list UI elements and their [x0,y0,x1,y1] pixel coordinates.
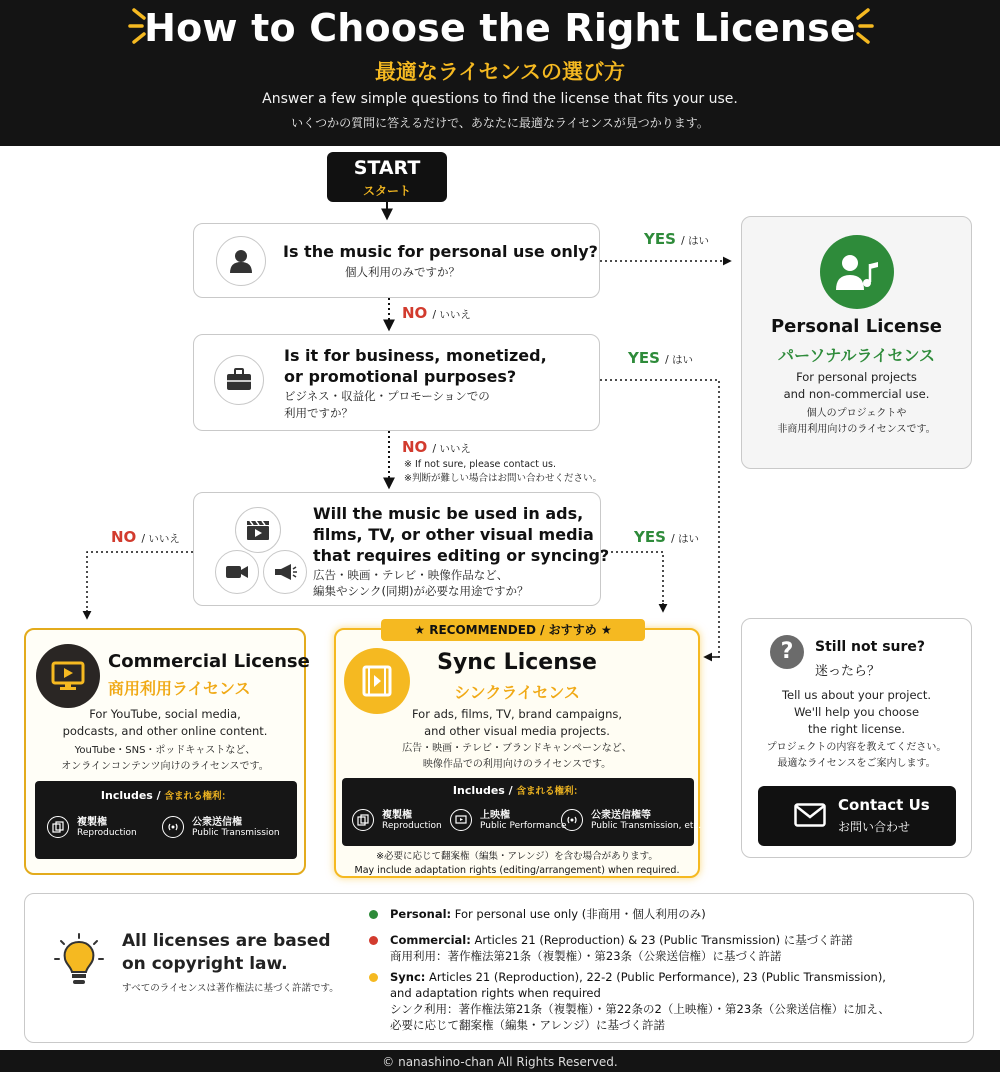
start-node [327,152,447,202]
q3-yes-label: YES / はい [634,528,700,546]
reproduction-icon [47,816,69,838]
basis-sync: Sync: Articles 21 (Reproduction), 22-2 (Public Performance), 23 (Public Transmission), [390,970,886,984]
basis-sync-line2: and adaptation rights when required [390,986,601,1000]
commercial-license-title-jp: 商用利用ライセンス [108,679,251,698]
q2-no-label: NO / いいえ [402,438,471,456]
question-1-text: Is the music for personal use only? [283,242,598,261]
user-icon [216,236,266,286]
question-2-text-line1: Is it for business, monetized, [284,346,547,365]
question-2-text-jp-line1: ビジネス・収益化・プロモーションでの [284,389,490,403]
question-visual-media [193,492,610,606]
copyright-basis-sub: すべてのライセンスは著作権法に基づく許諾です。 [122,983,339,994]
personal-license-title: Personal License [770,316,942,337]
question-personal-use [193,223,600,298]
commercial-license-desc-jp: YouTube・SNS・ポッドキャストなど、 オンラインコンテンツ向けのライセンスです。 [61,745,269,772]
q1-no-label: NO / いいえ [402,304,471,322]
sync-license-title-jp: シンクライセンス [454,683,580,702]
arrow-q3-yes [601,552,663,606]
q3-no-label: NO / いいえ [111,528,180,546]
arrow-q3-no [87,552,193,614]
q1-yes-label: YES / はい [644,230,710,248]
basis-commercial: Commercial: Articles 21 (Reproduction) & 23 (Public Transmission) に基づく許諾 [390,933,853,947]
unsure-title-jp: 迷ったら？ [815,664,881,679]
basis-commercial-jp: 商用利用：著作権法第21条（複製権）・第23条（公衆送信権）に基づく許諾 [390,949,782,963]
page-description: Answer a few simple questions to find the license that fits your use. [262,91,738,107]
page-description-jp: いくつかの質問に答えるだけで、あなたに最適なライセンスが見つかります。 [291,116,709,130]
q2-note: ※ If not sure, please contact us. [404,459,556,470]
sync-includes-panel: Includes / 含まれる権利： 複製権 Reproduction 上映権 Public Performance 公衆送信権等 Public Transmission, etc. [342,778,694,846]
question-3-text-line1: Will the music be used in ads, [313,504,584,523]
transmission-icon [162,816,184,838]
unsure-desc-jp: プロジェクトの内容を教えてください。 最適なライセンスをご案内します。 [766,742,947,769]
basis-sync-jp-line1: シンク利用：著作権法第21条（複製権）・第22条の2（上映権）・第23条（公衆送信権）に加え、 [390,1002,890,1016]
question-2-text-jp-line2: 利用ですか？ [284,406,353,420]
transmission-icon [561,809,583,831]
question-mark-icon: ? [770,635,804,669]
question-3-text-line2: films, TV, or other visual media [313,525,594,544]
sync-note: May include adaptation rights (editing/arrangement) when required. [354,865,680,876]
envelope-icon [794,803,826,827]
commercial-license-title: Commercial License [108,651,310,672]
start-label-jp: スタート [362,184,411,198]
commercial-includes-panel: Includes / 含まれる権利： 複製権 Reproduction 公衆送信権 Public Transmission [35,781,297,859]
lightbulb-icon [53,932,105,988]
sync-license-card [334,628,700,878]
question-3-text-jp-line1: 広告・映画・テレビ・映像作品など、 [313,568,509,582]
commercial-includes-heading: Includes / 含まれる権利： [100,789,232,802]
page-title: How to Choose the Right License [144,6,856,50]
copyright-footer: © nanashino-chan All Rights Reserved. [0,1050,1000,1072]
question-3-text-jp-line2: 編集やシンク(同期)が必要な用途ですか？ [313,584,529,598]
arrow-q2-yes [600,380,720,657]
reproduction-icon [352,809,374,831]
copyright-basis-panel [24,893,974,1043]
contact-us-label-jp: お問い合わせ [838,820,911,834]
personal-license-desc: For personal projects and non-commercial use. [783,370,930,401]
question-business-use [193,334,600,431]
recommended-badge: ★ RECOMMENDED / おすすめ ★ [381,619,645,641]
sync-license-title: Sync License [437,650,597,675]
commercial-license-desc: For YouTube, social media, podcasts, and other online content. [62,707,268,738]
sync-license-desc: For ads, films, TV, brand campaigns, and other visual media projects. [411,707,623,738]
monitor-play-icon [36,644,100,708]
unsure-title: Still not sure? [815,639,926,655]
commercial-dot [369,936,378,945]
copyright-basis-title: All licenses are based on copyright law. [122,931,331,974]
clapperboard-icon [235,507,281,553]
commercial-license-card [24,628,310,875]
sync-license-desc-jp: 広告・映画・テレビ・ブランドキャンペーンなど、 映像作品での利用向けのライセンスです。 [402,743,632,770]
briefcase-icon [214,355,264,405]
q2-note-jp: ※判断が難しい場合はお問い合わせください。 [404,473,602,484]
megaphone-icon [263,550,307,594]
sync-note-jp: ※必要に応じて翻案権（編集・アレンジ）を含む場合があります。 [376,851,658,862]
unsure-desc: Tell us about your project. We'll help you choose the right license. [781,688,932,736]
basis-sync-jp-line2: 必要に応じて翻案権（編集・アレンジ）に基づく許諾 [390,1018,665,1032]
question-2-text-line2: or promotional purposes? [284,367,517,386]
personal-dot [369,910,378,919]
sync-includes-heading: Includes / 含まれる権利： [452,784,584,797]
personal-license-desc-jp: 個人のプロジェクトや 非商用利用向けのライセンスです。 [777,408,936,435]
video-camera-icon [215,550,259,594]
screen-play-icon [450,809,472,831]
question-3-text-line3: that requires editing or syncing? [313,546,610,565]
q2-yes-label: YES / はい [628,349,694,367]
contact-us-label: Contact Us [838,796,930,814]
basis-personal: Personal: For personal use only (非商用・個人利用のみ) [390,907,706,921]
user-music-icon [820,235,894,309]
sync-dot [369,973,378,982]
personal-license-title-jp: パーソナルライセンス [777,346,936,365]
start-label: START [353,157,421,179]
question-1-text-jp: 個人利用のみですか？ [345,265,460,279]
personal-license-card [741,216,972,469]
page-subtitle-jp: 最適なライセンスの選び方 [374,60,626,84]
contact-us-button[interactable] [758,786,956,846]
